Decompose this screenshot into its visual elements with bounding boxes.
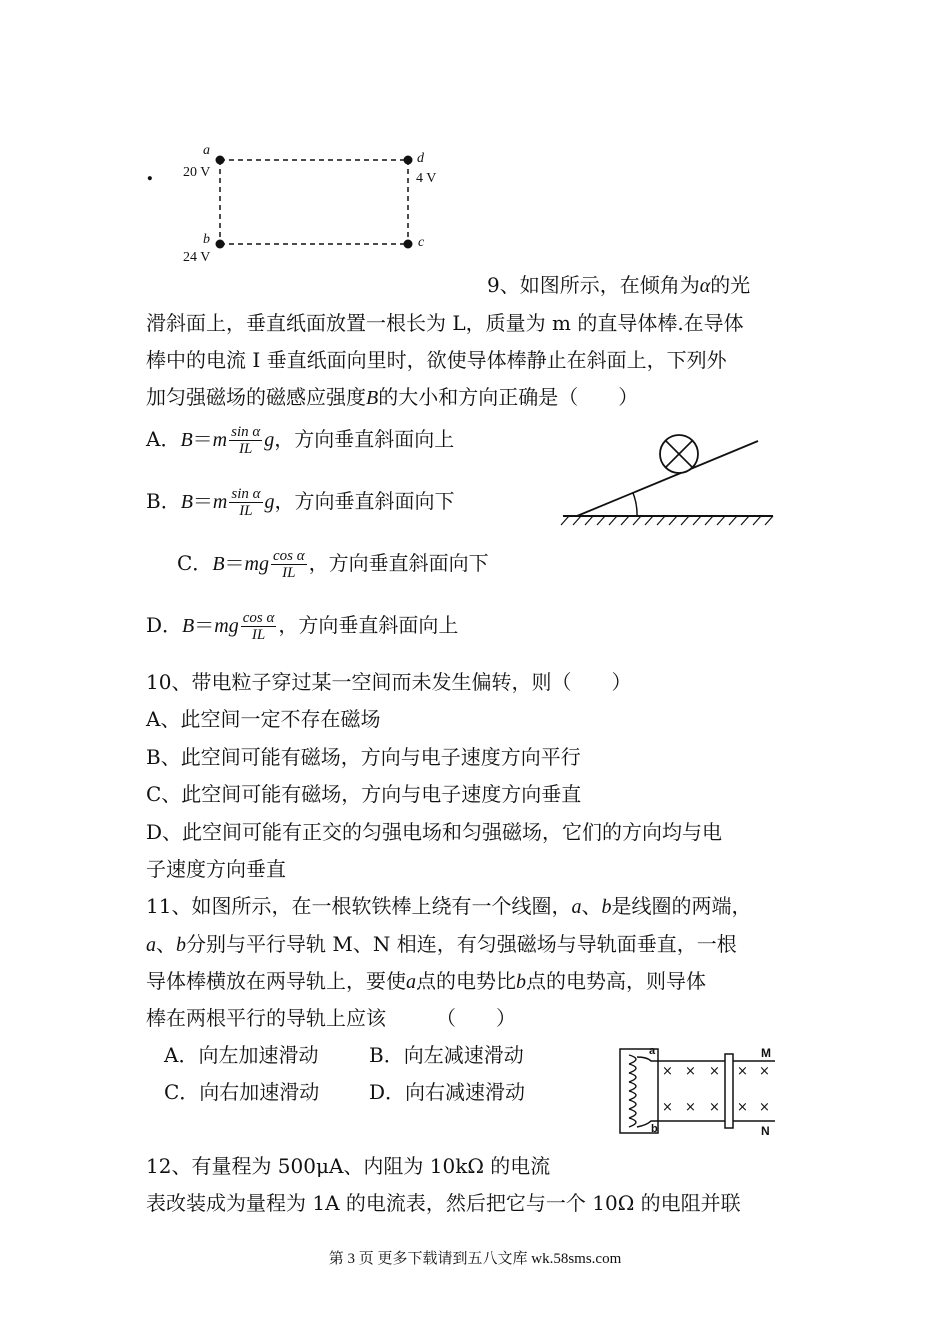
label-a: a [203,143,210,158]
q10-option-d-1: D、此空间可能有正交的匀强电场和匀强磁场，它们的方向均与电 [146,820,723,844]
q9-line-1: 9、如图所示，在倾角为α的光 [487,273,751,297]
q9-option-c: C．B＝mg $\frac{\text{cos α}}{IL}$ ，方向垂直斜面向下 [177,548,489,581]
fraction: $\frac{\text{cos α}}{IL}$ [242,610,275,643]
field-cross-icon: × [759,1100,770,1115]
rail-label-n: N [761,1124,770,1138]
fraction: $\frac{\text{sin α}}{IL}$ [231,486,261,519]
q9-option-d: D．B＝mg $\frac{\text{cos α}}{IL}$ ，方向垂直斜面向上 [146,610,459,643]
label-d-voltage: 4 V [416,171,437,186]
field-cross-icon: × [685,1064,696,1079]
q11-line-1: 11、如图所示，在一根软铁棒上绕有一个线圈，a、b是线圈的两端， [146,894,752,918]
field-cross-icon: × [709,1064,720,1079]
coil-label-a: a [649,1045,656,1057]
stray-dot: . [146,160,154,186]
point-d [404,156,413,165]
q10-option-c: C、此空间可能有磁场，方向与电子速度方向垂直 [146,782,582,806]
field-cross-icon: × [709,1100,720,1115]
label-b: b [203,232,210,247]
q11-line-2: a、b分别与平行导轨 M、N 相连，有匀强磁场与导轨面垂直，一根 [146,932,737,956]
page-footer: 第 3 页 更多下载请到五八文库 wk.58sms.com [328,1251,622,1267]
coil-label-b: b [651,1123,658,1135]
q11-option-c: C．向右加速滑动 [164,1080,320,1104]
q11-line-4: 棒在两根平行的导轨上应该 （ ） [146,1006,516,1030]
point-a [216,156,225,165]
q9-line-4: 加匀强磁场的磁感应强度B的大小和方向正确是（ ） [146,385,639,409]
q11-option-d: D．向右减速滑动 [369,1080,526,1104]
field-cross-icon: × [662,1100,673,1115]
field-cross-icon: × [685,1100,696,1115]
point-c [404,240,413,249]
q10-stem: 10、带电粒子穿过某一空间而未发生偏转，则（ ） [146,670,632,694]
q10-option-a: A、此空间一定不存在磁场 [146,707,381,731]
field-cross-icon: × [662,1064,673,1079]
fraction: $\frac{\text{sin α}}{IL}$ [231,424,261,457]
label-c: c [418,235,425,250]
q12-line-2: 表改装成为量程为 1A 的电流表，然后把它与一个 10Ω 的电阻并联 [146,1191,741,1215]
q9-option-b: B．B＝m $\frac{\text{sin α}}{IL}$ g，方向垂直斜面向下 [146,486,455,519]
label-b-voltage: 24 V [183,250,211,265]
field-cross-icon: × [737,1100,748,1115]
q11-option-b: B．向左减速滑动 [369,1043,524,1067]
coil-rail-figure [615,1045,785,1140]
label-d: d [417,151,424,166]
q9-line-2: 滑斜面上，垂直纸面放置一根长为 L，质量为 m 的直导体棒.在导体 [146,311,744,335]
rail-label-m: M [761,1046,771,1060]
q9-option-a: A．B＝m $\frac{\text{sin α}}{IL}$ g，方向垂直斜面向上 [146,424,455,457]
field-cross-icon: × [737,1064,748,1079]
incline-figure [555,425,780,530]
q9-line-3: 棒中的电流 I 垂直纸面向里时，欲使导体棒静止在斜面上，下列外 [146,348,727,372]
q11-option-a: A．向左加速滑动 [164,1043,319,1067]
label-a-voltage: 20 V [183,165,211,180]
field-cross-icon: × [759,1064,770,1079]
q12-line-1: 12、有量程为 500μA、内阻为 10kΩ 的电流 [146,1154,551,1178]
q11-line-3: 导体棒横放在两导轨上，要使a点的电势比b点的电势高，则导体 [146,969,706,993]
point-b [216,240,225,249]
q10-option-b: B、此空间可能有磁场，方向与电子速度方向平行 [146,745,581,769]
fraction: $\frac{\text{cos α}}{IL}$ [272,548,305,581]
q10-option-d-2: 子速度方向垂直 [146,857,286,881]
